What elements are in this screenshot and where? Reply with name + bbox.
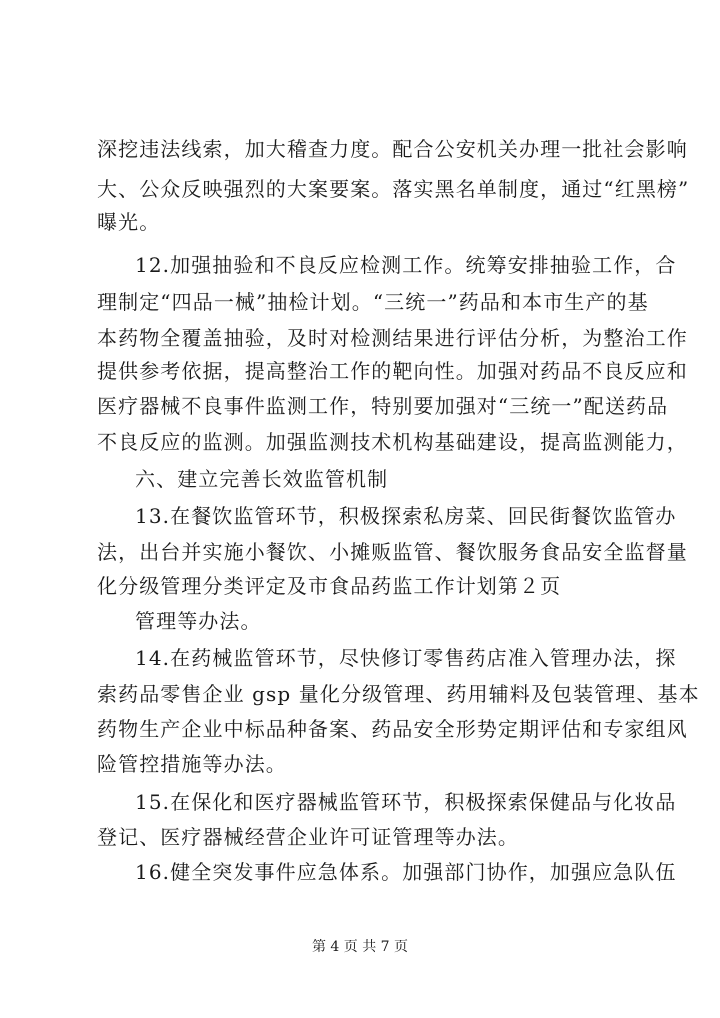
body-line-4: 12.加强抽验和不良反应检测工作。统筹安排抽验工作，合 <box>135 253 677 277</box>
body-line-18: 险管控措施等办法。 <box>97 752 287 776</box>
body-line-1: 深挖违法线索，加大稽查力度。配合公安机关办理一批社会影响 <box>97 137 688 161</box>
body-line-15: 14.在药械监管环节，尽快修订零售药店准入管理办法，探 <box>135 646 677 670</box>
body-line-3: 曝光。 <box>97 210 161 234</box>
body-line-8: 医疗器械不良事件监测工作，特别要加强对“三统一”配送药品 <box>97 394 669 418</box>
page-footer: 第 4 页 共 7 页 <box>311 939 409 955</box>
body-line-9: 不良反应的监测。加强监测技术机构基础建设，提高监测能力， <box>97 430 688 454</box>
body-line-16: 索药品零售企业 gsp 量化分级管理、药用辅料及包装管理、基本 <box>97 682 700 706</box>
body-line-11: 13.在餐饮监管环节，积极探索私房菜、回民街餐饮监管办 <box>135 504 677 528</box>
body-line-12: 法，出台并实施小餐饮、小摊贩监管、餐饮服务食品安全监督量 <box>97 540 688 564</box>
body-line-14: 管理等办法。 <box>135 609 262 633</box>
body-line-2: 大、公众反映强烈的大案要案。落实黑名单制度，通过“红黑榜” <box>97 177 690 201</box>
body-line-19: 15.在保化和医疗器械监管环节，积极探索保健品与化妆品 <box>135 790 677 814</box>
body-line-5: 理制定“四品一械”抽检计划。“三统一”药品和本市生产的基 <box>97 290 649 314</box>
body-line-7: 提供参考依据，提高整治工作的靶向性。加强对药品不良反应和 <box>97 359 688 383</box>
body-line-17: 药物生产企业中标品种备案、药品安全形势定期评估和专家组风 <box>97 717 688 741</box>
body-line-6: 本药物全覆盖抽验，及时对检测结果进行评估分析，为整治工作 <box>97 326 688 350</box>
body-line-13: 化分级管理分类评定及市食品药监工作计划第２页 <box>97 574 562 598</box>
section-heading: 六、建立完善长效监管机制 <box>135 467 389 491</box>
body-line-21: 16.健全突发事件应急体系。加强部门协作，加强应急队伍 <box>135 860 677 884</box>
body-line-20: 登记、医疗器械经营企业许可证管理等办法。 <box>97 825 519 849</box>
